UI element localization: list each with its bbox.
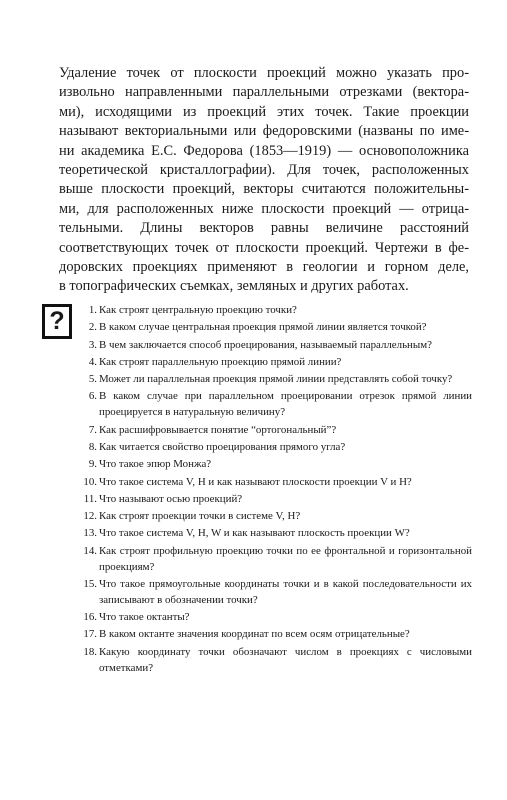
question-number: 14.: [83, 544, 97, 557]
question-text: Как строят профильную проекцию точки по ее фронтальной и горизонтальной проекциям?: [99, 544, 472, 573]
question-number: 3.: [88, 338, 97, 351]
paragraph-line: Удаление точек от плоскости проекций можно указать про-: [59, 65, 469, 81]
question-item: [84, 475, 472, 491]
question-item: [84, 423, 472, 439]
question-number: 18.: [83, 645, 97, 658]
question-text: В каком случае центральная проекция прямой линии является точкой?: [99, 321, 427, 334]
question-number: 6.: [88, 390, 97, 403]
question-number: 1.: [88, 304, 97, 316]
question-number: 12.: [83, 510, 97, 523]
paragraph-line: соответствующих точек от плоскости проекций. Чертежи в фе-: [59, 239, 469, 256]
question-item: [84, 610, 472, 626]
question-text: Как расшифровывается понятие “ортогональный”?: [99, 423, 337, 436]
question-item: [84, 526, 472, 542]
question-text: Как строят параллельную проекцию прямой линии?: [99, 355, 342, 368]
question-text: Что такое октанты?: [99, 611, 190, 624]
question-item: [84, 338, 472, 354]
question-text: В чем заключается способ проецирования, называемый параллельным?: [99, 338, 432, 351]
question-text: Как строят центральную проекцию точки?: [99, 304, 297, 316]
question-text: Как читается свойство проецирования прямого угла?: [99, 440, 346, 453]
paragraph-line: ми, для расположенных ниже плоскости проекций — отрица-: [59, 200, 469, 217]
paragraph-line: ми), исходящими из проекций этих точек. Такие проекции: [59, 103, 469, 120]
question-item: [84, 440, 472, 456]
question-item: [84, 645, 472, 677]
question-text: Что такое эпюр Монжа?: [99, 458, 212, 471]
paragraph-line: извольно направленными параллельными отрезками (вектора-: [59, 84, 469, 101]
question-text: Что такое система V, H, W и как называют плоскость проекции W?: [99, 527, 410, 540]
question-number: 7.: [88, 423, 97, 436]
question-text: Что называют осью проекций?: [99, 492, 243, 505]
question-text: Какую координату точки обозначают числом в проекциях с числовыми отметками?: [99, 645, 472, 674]
question-text: В каком октанте значения координат по всем осям отрицательные?: [99, 628, 410, 641]
question-item: [84, 389, 472, 421]
question-item: [84, 544, 472, 576]
question-number: 9.: [88, 458, 97, 471]
question-item: [84, 509, 472, 525]
question-item: [84, 303, 472, 319]
question-mark-symbol: ?: [49, 307, 65, 335]
question-item: [84, 577, 472, 609]
body-paragraph: [59, 64, 469, 297]
question-mark-icon: [42, 304, 72, 339]
question-number: 13.: [83, 527, 97, 540]
question-number: 8.: [88, 440, 97, 453]
question-number: 11.: [83, 492, 97, 505]
question-item: [84, 372, 472, 388]
question-text: Может ли параллельная проекция прямой линии представлять собой точку?: [99, 373, 453, 386]
question-number: 17.: [83, 628, 97, 641]
paragraph-line: называют векториальными или федоровскими (названы по име-: [59, 123, 469, 140]
question-text: В каком случае при параллельном проецировании отрезок прямой линии проецируется в натуральную величину?: [99, 390, 472, 419]
paragraph-line: ни академика Е.С. Федорова (1853—1919) — основоположника: [59, 142, 469, 159]
paragraph-line: доровских проекциях применяют в геологии и горном деле,: [59, 259, 469, 276]
question-item: [84, 355, 472, 371]
paragraph-line: тельными. Длины векторов равны величине расстояний: [59, 220, 469, 237]
paragraph-line: выше плоскости проекций, векторы считаются положительны-: [59, 181, 469, 198]
question-text: Как строят проекции точки в системе V, H?: [99, 510, 301, 523]
question-item: [84, 457, 472, 473]
review-questions-list: [84, 303, 472, 678]
question-number: 16.: [83, 611, 97, 624]
question-item: [84, 492, 472, 508]
question-number: 2.: [88, 321, 97, 334]
question-number: 5.: [88, 373, 97, 386]
paragraph-line: в топографических съемках, земляных и других работах.: [59, 278, 409, 295]
paragraph-line: теоретической кристаллографии). Для точек, расположенных: [59, 162, 469, 179]
question-number: 15.: [83, 577, 97, 590]
question-number: 10.: [83, 475, 97, 488]
question-item: [84, 627, 472, 643]
question-text: Что такое прямоугольные координаты точки и в какой последовательности их записывают в обозначении точки?: [99, 577, 472, 606]
question-item: [84, 320, 472, 336]
question-text: Что такое система V, H и как называют плоскости проекции V и H?: [99, 475, 412, 488]
question-number: 4.: [88, 355, 97, 368]
